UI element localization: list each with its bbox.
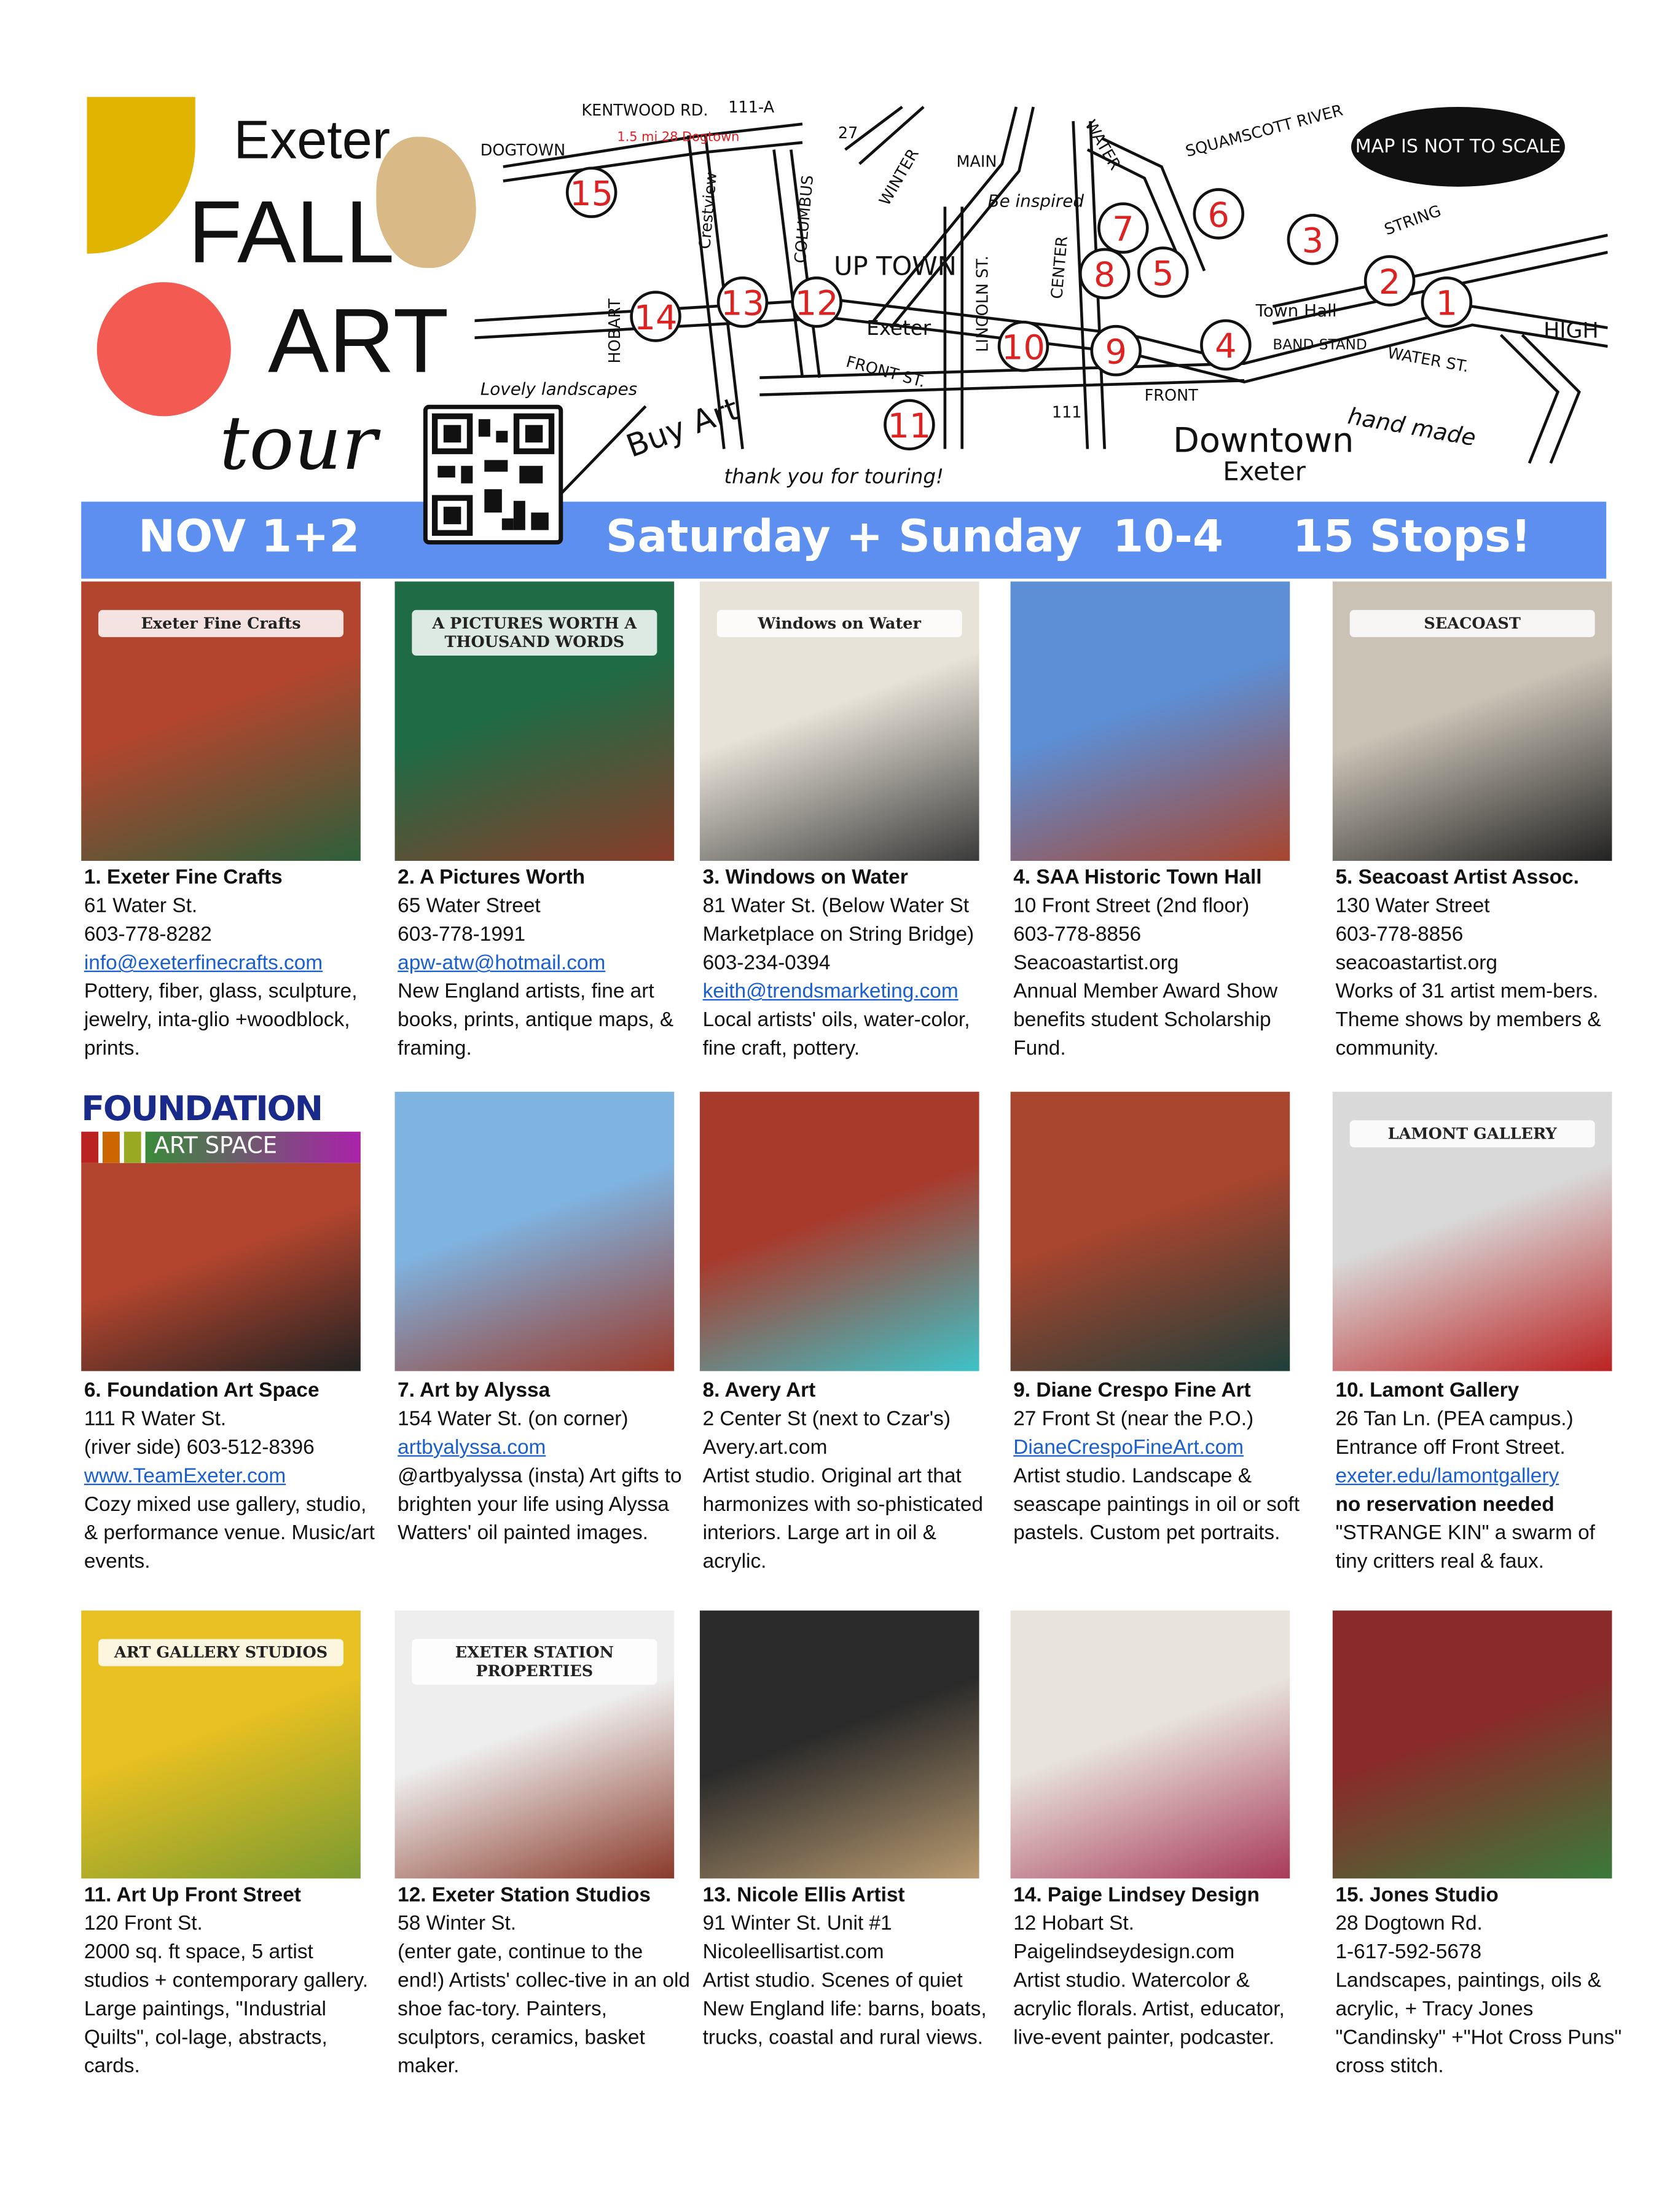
street-label: HOBART: [606, 298, 625, 364]
venue-detail: Seacoastartist.org: [1013, 952, 1179, 975]
stop-marker[interactable]: [567, 168, 616, 217]
foundation-logo: [81, 1089, 361, 1163]
venue-link[interactable]: DianeCrespoFineArt.com: [1013, 1437, 1244, 1460]
title-exeter: Exeter: [233, 111, 391, 171]
venue-title: 2. A Pictures Worth: [398, 866, 585, 890]
stop-marker[interactable]: [793, 278, 841, 326]
venue-title: 7. Art by Alyssa: [398, 1379, 551, 1403]
title-art: ART: [268, 289, 449, 392]
street-label: HIGH: [1543, 318, 1599, 343]
downtown-label: Downtown: [1173, 420, 1354, 461]
venue-link[interactable]: www.TeamExeter.com: [84, 1465, 286, 1488]
banner-dates: NOV 1+2: [138, 511, 360, 563]
venue-card: [398, 1881, 691, 2081]
venue-detail: seacoastartist.org: [1335, 952, 1497, 975]
venue-detail: 12 Hobart St.: [1013, 1912, 1134, 1936]
venue-title: 4. SAA Historic Town Hall: [1013, 866, 1262, 890]
street-label: CENTER: [1048, 235, 1072, 300]
route-number: 27: [837, 124, 858, 143]
venue-photo: [1011, 1092, 1290, 1371]
stop-number: 3: [1301, 221, 1324, 261]
stop-marker[interactable]: [632, 292, 680, 341]
foundation-logo-title: FOUNDATION: [81, 1089, 322, 1129]
venue-card: [84, 1881, 378, 2081]
venue-photo: [700, 1092, 979, 1371]
venue-description: (enter gate, continue to the end!) Artists' collec-tive in an old shoe fac-tory. Painters, sculptors, ceramics, basket maker.: [398, 1941, 690, 2078]
street-label: FRONT: [1144, 386, 1198, 405]
stop-marker[interactable]: [1194, 190, 1243, 238]
street-label: STRING: [1382, 202, 1444, 240]
venue-detail: 27 Front St (near the P.O.): [1013, 1408, 1254, 1431]
venue-photo: [81, 581, 361, 861]
venue-description: Annual Member Award Show benefits student Scholarship Fund.: [1013, 980, 1278, 1061]
venue-description: Works of 31 artist mem-bers. Theme shows by members & community.: [1335, 980, 1601, 1061]
venue-description: Pottery, fiber, glass, sculpture, jewelry, inta-glio +woodblock, prints.: [84, 980, 358, 1061]
photo-sign: LAMONT GALLERY: [1350, 1120, 1595, 1147]
venue-description: Landscapes, paintings, oils & acrylic, + Tracy Jones "Candinsky" +"Hot Cross Puns" cross stitch.: [1335, 1969, 1622, 2078]
venue-detail: 603-778-1991: [398, 924, 526, 947]
photo-sign: ART GALLERY STUDIOS: [98, 1639, 343, 1666]
venue-detail: Nicoleellisartist.com: [702, 1941, 884, 1964]
venue-detail: (river side) 603-512-8396: [84, 1437, 315, 1460]
venue-detail: 26 Tan Ln. (PEA campus.): [1335, 1408, 1574, 1431]
venue-description: @artbyalyssa (insta) Art gifts to brighten your life using Alyssa Watters' oil painted images.: [398, 1465, 682, 1545]
venue-card: [398, 864, 691, 1064]
venue-detail: 81 Water St. (Below Water St Marketplace on String Bridge) 603-234-0394: [702, 895, 975, 975]
venue-detail: 603-778-8282: [84, 924, 212, 947]
stop-marker[interactable]: [1422, 278, 1471, 326]
stop-number: 14: [633, 297, 678, 338]
not-to-scale-text: MAP IS NOT TO SCALE: [1355, 136, 1561, 158]
street-label: WINTER: [876, 146, 923, 209]
stop-number: 7: [1112, 210, 1134, 250]
stop-number: 12: [794, 283, 839, 324]
venue-card: [1013, 1377, 1307, 1548]
street-label: WATER ST.: [1386, 343, 1470, 377]
red-circle: [97, 282, 231, 416]
venue-photo: [1333, 581, 1612, 861]
stop-number: 10: [1002, 327, 1045, 368]
title-tour: tour: [219, 402, 377, 488]
photo-sign: EXETER STATION PROPERTIES: [412, 1639, 657, 1685]
venue-card: [398, 1377, 691, 1548]
photo-sign: SEACOAST: [1350, 610, 1595, 637]
venue-detail: 65 Water Street: [398, 895, 541, 918]
street-label: WATER: [1081, 117, 1124, 174]
venue-detail: 61 Water St.: [84, 895, 198, 918]
uptown-label: UP TOWN: [833, 251, 957, 281]
venue-description: New England artists, fine art books, prints, antique maps, & framing.: [398, 980, 674, 1061]
venue-detail: 603-778-8856: [1013, 924, 1142, 947]
be-inspired: Be inspired: [987, 190, 1084, 211]
venue-title: 9. Diane Crespo Fine Art: [1013, 1379, 1251, 1403]
not-to-scale-badge: [1351, 107, 1565, 187]
street-label: MAIN: [956, 152, 997, 171]
stop-number: 8: [1093, 255, 1116, 296]
venue-photo: [1011, 581, 1290, 861]
venue-link[interactable]: keith@trendsmarketing.com: [702, 980, 959, 1003]
venue-title: 1. Exeter Fine Crafts: [84, 866, 283, 890]
venue-detail: Avery.art.com: [702, 1437, 828, 1460]
venue-detail: 130 Water Street: [1335, 895, 1490, 918]
venue-description: 2000 sq. ft space, 5 artist studios + contemporary gallery. Large paintings, "Industrial Quilts", col-lage, abstracts, cards.: [84, 1941, 369, 2078]
stop-marker[interactable]: [999, 322, 1048, 371]
venue-photo: [81, 1163, 361, 1371]
stop-marker[interactable]: [1201, 321, 1250, 369]
photo-sign: A PICTURES WORTH A THOUSAND WORDS: [412, 610, 657, 656]
stop-number: 5: [1152, 253, 1174, 294]
venue-link[interactable]: artbyalyssa.com: [398, 1437, 546, 1460]
stop-marker[interactable]: [718, 278, 767, 326]
stop-marker[interactable]: [1092, 326, 1140, 375]
foundation-logo-text: ART SPACE: [146, 1132, 361, 1163]
venue-photo: [1333, 1610, 1612, 1878]
venue-description: Local artists' oils, water-color, fine craft, pottery.: [702, 1009, 970, 1061]
stop-marker[interactable]: [1139, 248, 1187, 297]
venue-card: [1335, 1377, 1629, 1577]
street-label: FRONT ST.: [844, 352, 928, 392]
stop-number: 9: [1105, 332, 1127, 372]
venue-detail: Entrance off Front Street.: [1335, 1437, 1566, 1460]
dogtown-note: 1.5 mi 28 Dogtown: [617, 129, 740, 144]
venue-detail: Paigelindseydesign.com: [1013, 1941, 1235, 1964]
venue-card: [1013, 1881, 1307, 2052]
venue-title: 10. Lamont Gallery: [1335, 1379, 1520, 1403]
stop-number: 4: [1215, 326, 1237, 367]
town-hall-label: Town Hall: [1255, 300, 1337, 321]
venue-photo: [81, 1610, 361, 1878]
stop-marker[interactable]: [1080, 249, 1129, 298]
date-banner: [81, 501, 1606, 578]
street-label: COLUMBUS: [791, 174, 818, 264]
venue-title: 6. Foundation Art Space: [84, 1379, 320, 1403]
venue-title: 15. Jones Studio: [1335, 1884, 1499, 1907]
venue-title: 5. Seacoast Artist Assoc.: [1335, 866, 1579, 890]
venue-card: [84, 864, 378, 1064]
venue-title: 12. Exeter Station Studios: [398, 1884, 651, 1907]
buy-art: Buy Art: [621, 391, 744, 465]
venue-link[interactable]: info@exeterfinecrafts.com: [84, 952, 323, 975]
stop-number: 2: [1378, 262, 1401, 302]
venue-detail: 28 Dogtown Rd.: [1335, 1912, 1483, 1936]
foundation-logo-sub: [81, 1132, 361, 1163]
venue-link[interactable]: exeter.edu/lamontgallery: [1335, 1465, 1559, 1488]
venue-photo: [700, 1610, 979, 1878]
street-label: LINCOLN ST.: [973, 256, 992, 352]
venue-photo: [395, 581, 675, 861]
street-label: SQUAMSCOTT RIVER: [1183, 101, 1345, 161]
stop-marker[interactable]: [885, 401, 933, 449]
venue-detail: 154 Water St. (on corner): [398, 1408, 629, 1431]
tour-map: [474, 93, 1607, 495]
venue-card: [703, 1881, 997, 2052]
route-number: 111-A: [728, 98, 775, 117]
venue-description: Cozy mixed use gallery, studio, & performance venue. Music/art events.: [84, 1493, 375, 1574]
venue-detail: 120 Front St.: [84, 1912, 203, 1936]
lovely-landscapes: Lovely landscapes: [480, 378, 638, 399]
venue-card: [1335, 864, 1629, 1064]
venue-description: Artist studio. Scenes of quiet New England life: barns, boats, trucks, coastal and rural views.: [702, 1969, 987, 2050]
venue-title: 8. Avery Art: [702, 1379, 816, 1403]
banner-hours: Saturday + Sunday 10-4: [605, 511, 1224, 563]
qr-code[interactable]: [423, 405, 563, 544]
photo-sign: Windows on Water: [717, 610, 962, 637]
photo-sign: Exeter Fine Crafts: [98, 610, 343, 637]
stop-number: 15: [570, 174, 614, 214]
venue-title: 13. Nicole Ellis Artist: [702, 1884, 905, 1907]
venue-description: Artist studio. Landscape & seascape paintings in oil or soft pastels. Custom pet portraits.: [1013, 1465, 1300, 1545]
venue-detail: 91 Winter St. Unit #1: [702, 1912, 892, 1936]
venue-photo: [1011, 1610, 1290, 1878]
venue-title: 11. Art Up Front Street: [84, 1884, 301, 1907]
route-number: 111: [1051, 403, 1082, 422]
venue-photo: [1333, 1092, 1612, 1371]
hand-made: hand made: [1346, 402, 1478, 452]
uptown-sub: Exeter: [866, 316, 931, 340]
venue-description: Artist studio. Watercolor & acrylic florals. Artist, educator, live-event painter, podcaster.: [1013, 1969, 1285, 2050]
yellow-half-circle: [87, 97, 195, 254]
venue-link[interactable]: apw-atw@hotmail.com: [398, 952, 606, 975]
venue-note: no reservation needed: [1335, 1493, 1555, 1517]
venue-card: [1013, 864, 1307, 1064]
venue-detail: 111 R Water St.: [84, 1408, 227, 1431]
banner-stop-count: 15 Stops!: [1292, 511, 1531, 563]
stop-number: 11: [887, 406, 931, 447]
venue-photo: [395, 1610, 675, 1878]
venue-photo: [700, 581, 979, 861]
venue-card: [703, 864, 997, 1064]
venue-photo: [395, 1092, 675, 1371]
stop-marker[interactable]: [1288, 215, 1337, 264]
street-label: KENTWOOD RD.: [581, 101, 708, 120]
thank-you-note: thank you for touring!: [724, 465, 944, 488]
stop-number: 13: [721, 283, 764, 324]
stop-marker[interactable]: [1099, 204, 1147, 253]
venue-card: [703, 1377, 997, 1577]
venue-title: 14. Paige Lindsey Design: [1013, 1884, 1260, 1907]
venue-detail: 10 Front Street (2nd floor): [1013, 895, 1250, 918]
bandstand-label: BAND-STAND: [1273, 336, 1367, 353]
venue-description: "STRANGE KIN" a swarm of tiny critters real & faux.: [1335, 1522, 1595, 1574]
stop-number: 1: [1435, 283, 1458, 324]
venue-card: [84, 1377, 378, 1577]
venue-card: [1335, 1881, 1629, 2081]
stop-marker[interactable]: [1365, 257, 1414, 305]
qr-code-icon: [432, 414, 554, 536]
venue-detail: 2 Center St (next to Czar's): [702, 1408, 951, 1431]
venue-detail: 603-778-8856: [1335, 924, 1464, 947]
venue-detail: 58 Winter St.: [398, 1912, 517, 1936]
venue-title: 3. Windows on Water: [702, 866, 908, 890]
venue-detail: 1-617-592-5678: [1335, 1941, 1482, 1964]
downtown-sub: Exeter: [1223, 456, 1306, 487]
street-label: Crestview: [696, 171, 721, 250]
venue-description: Artist studio. Original art that harmonizes with so-phisticated interiors. Large art in oil & acrylic.: [702, 1465, 983, 1574]
title-fall: FALL: [188, 184, 395, 283]
street-label: DOGTOWN: [480, 141, 566, 160]
stop-number: 6: [1207, 195, 1230, 235]
